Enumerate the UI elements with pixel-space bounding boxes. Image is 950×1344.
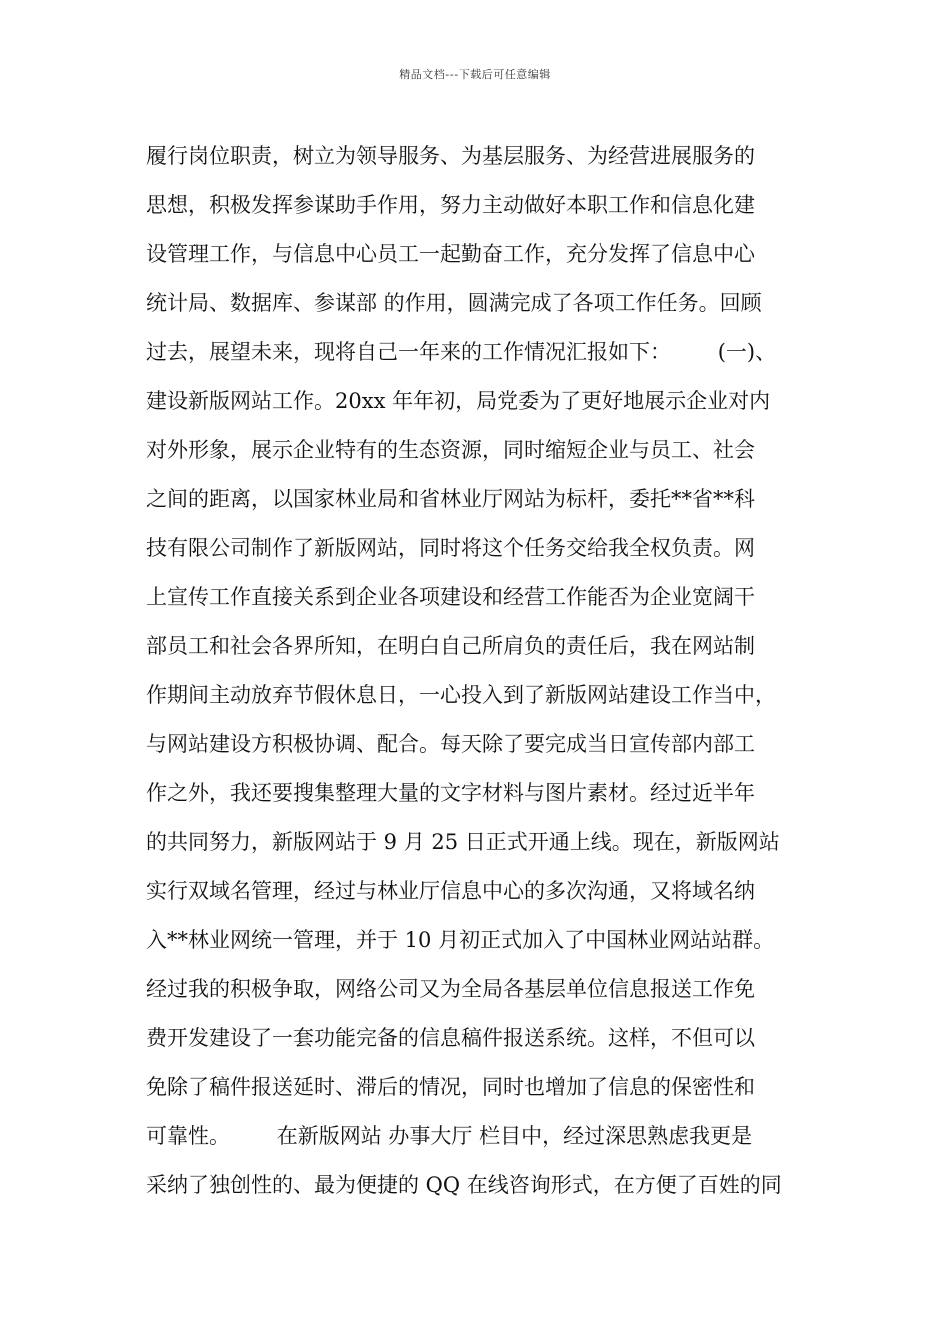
text-line: 实行双域名管理，经过与林业厅信息中心的多次沟通，又将域名纳 xyxy=(146,879,755,903)
text-line: 过去，展望未来，现将自己一年来的工作情况汇报如下： (一)、 xyxy=(146,340,777,364)
text-line: 作期间主动放弃节假休息日，一心投入到了新版网站建设工作当中， xyxy=(146,683,776,707)
text-line: 的共同努力，新版网站于 9 月 25 日正式开通上线。现在，新版网站 xyxy=(146,830,780,854)
text-line: 经过我的积极争取，网络公司又为全局各基层单位信息报送工作免 xyxy=(146,977,755,1001)
text-line: 上宣传工作直接关系到企业各项建设和经营工作能否为企业宽阔干 xyxy=(146,585,755,609)
text-line: 统计局、数据库、参谋部 的作用，圆满完成了各项工作任务。回顾 xyxy=(146,291,762,315)
text-line: 入**林业网统一管理，并于 10 月初正式加入了中国林业网站站群。 xyxy=(146,928,775,952)
text-line: 作之外，我还要搜集整理大量的文字材料与图片素材。经过近半年 xyxy=(146,781,755,805)
text-line: 思想，积极发挥参谋助手作用，努力主动做好本职工作和信息化建 xyxy=(146,193,755,217)
text-line: 可靠性。 在新版网站 办事大厅 栏目中，经过深思熟虑我更是 xyxy=(146,1124,753,1148)
text-line: 部员工和社会各界所知，在明白自己所肩负的责任后，我在网站制 xyxy=(146,634,755,658)
text-line: 免除了稿件报送延时、滞后的情况，同时也增加了信息的保密性和 xyxy=(146,1075,755,1099)
text-line: 技有限公司制作了新版网站，同时将这个任务交给我全权负责。网 xyxy=(146,536,755,560)
text-line: 建设新版网站工作。20xx 年年初，局党委为了更好地展示企业对内 xyxy=(146,389,771,413)
text-line: 采纳了独创性的、最为便捷的 QQ 在线咨询形式，在方便了百姓的同 xyxy=(146,1173,782,1197)
text-line: 履行岗位职责，树立为领导服务、为基层服务、为经营进展服务的 xyxy=(146,144,755,168)
text-line: 设管理工作，与信息中心员工一起勤奋工作，充分发挥了信息中心 xyxy=(146,242,755,266)
text-line: 费开发建设了一套功能完备的信息稿件报送系统。这样，不但可以 xyxy=(146,1026,755,1050)
text-line: 之间的距离，以国家林业局和省林业厅网站为标杆，委托**省**科 xyxy=(146,487,755,511)
page-header: 精品文档---下载后可任意编辑 xyxy=(399,68,551,81)
body-text xyxy=(146,132,816,1210)
text-line: 对外形象，展示企业特有的生态资源，同时缩短企业与员工、社会 xyxy=(146,438,755,462)
text-line: 与网站建设方积极协调、配合。每天除了要完成当日宣传部内部工 xyxy=(146,732,755,756)
